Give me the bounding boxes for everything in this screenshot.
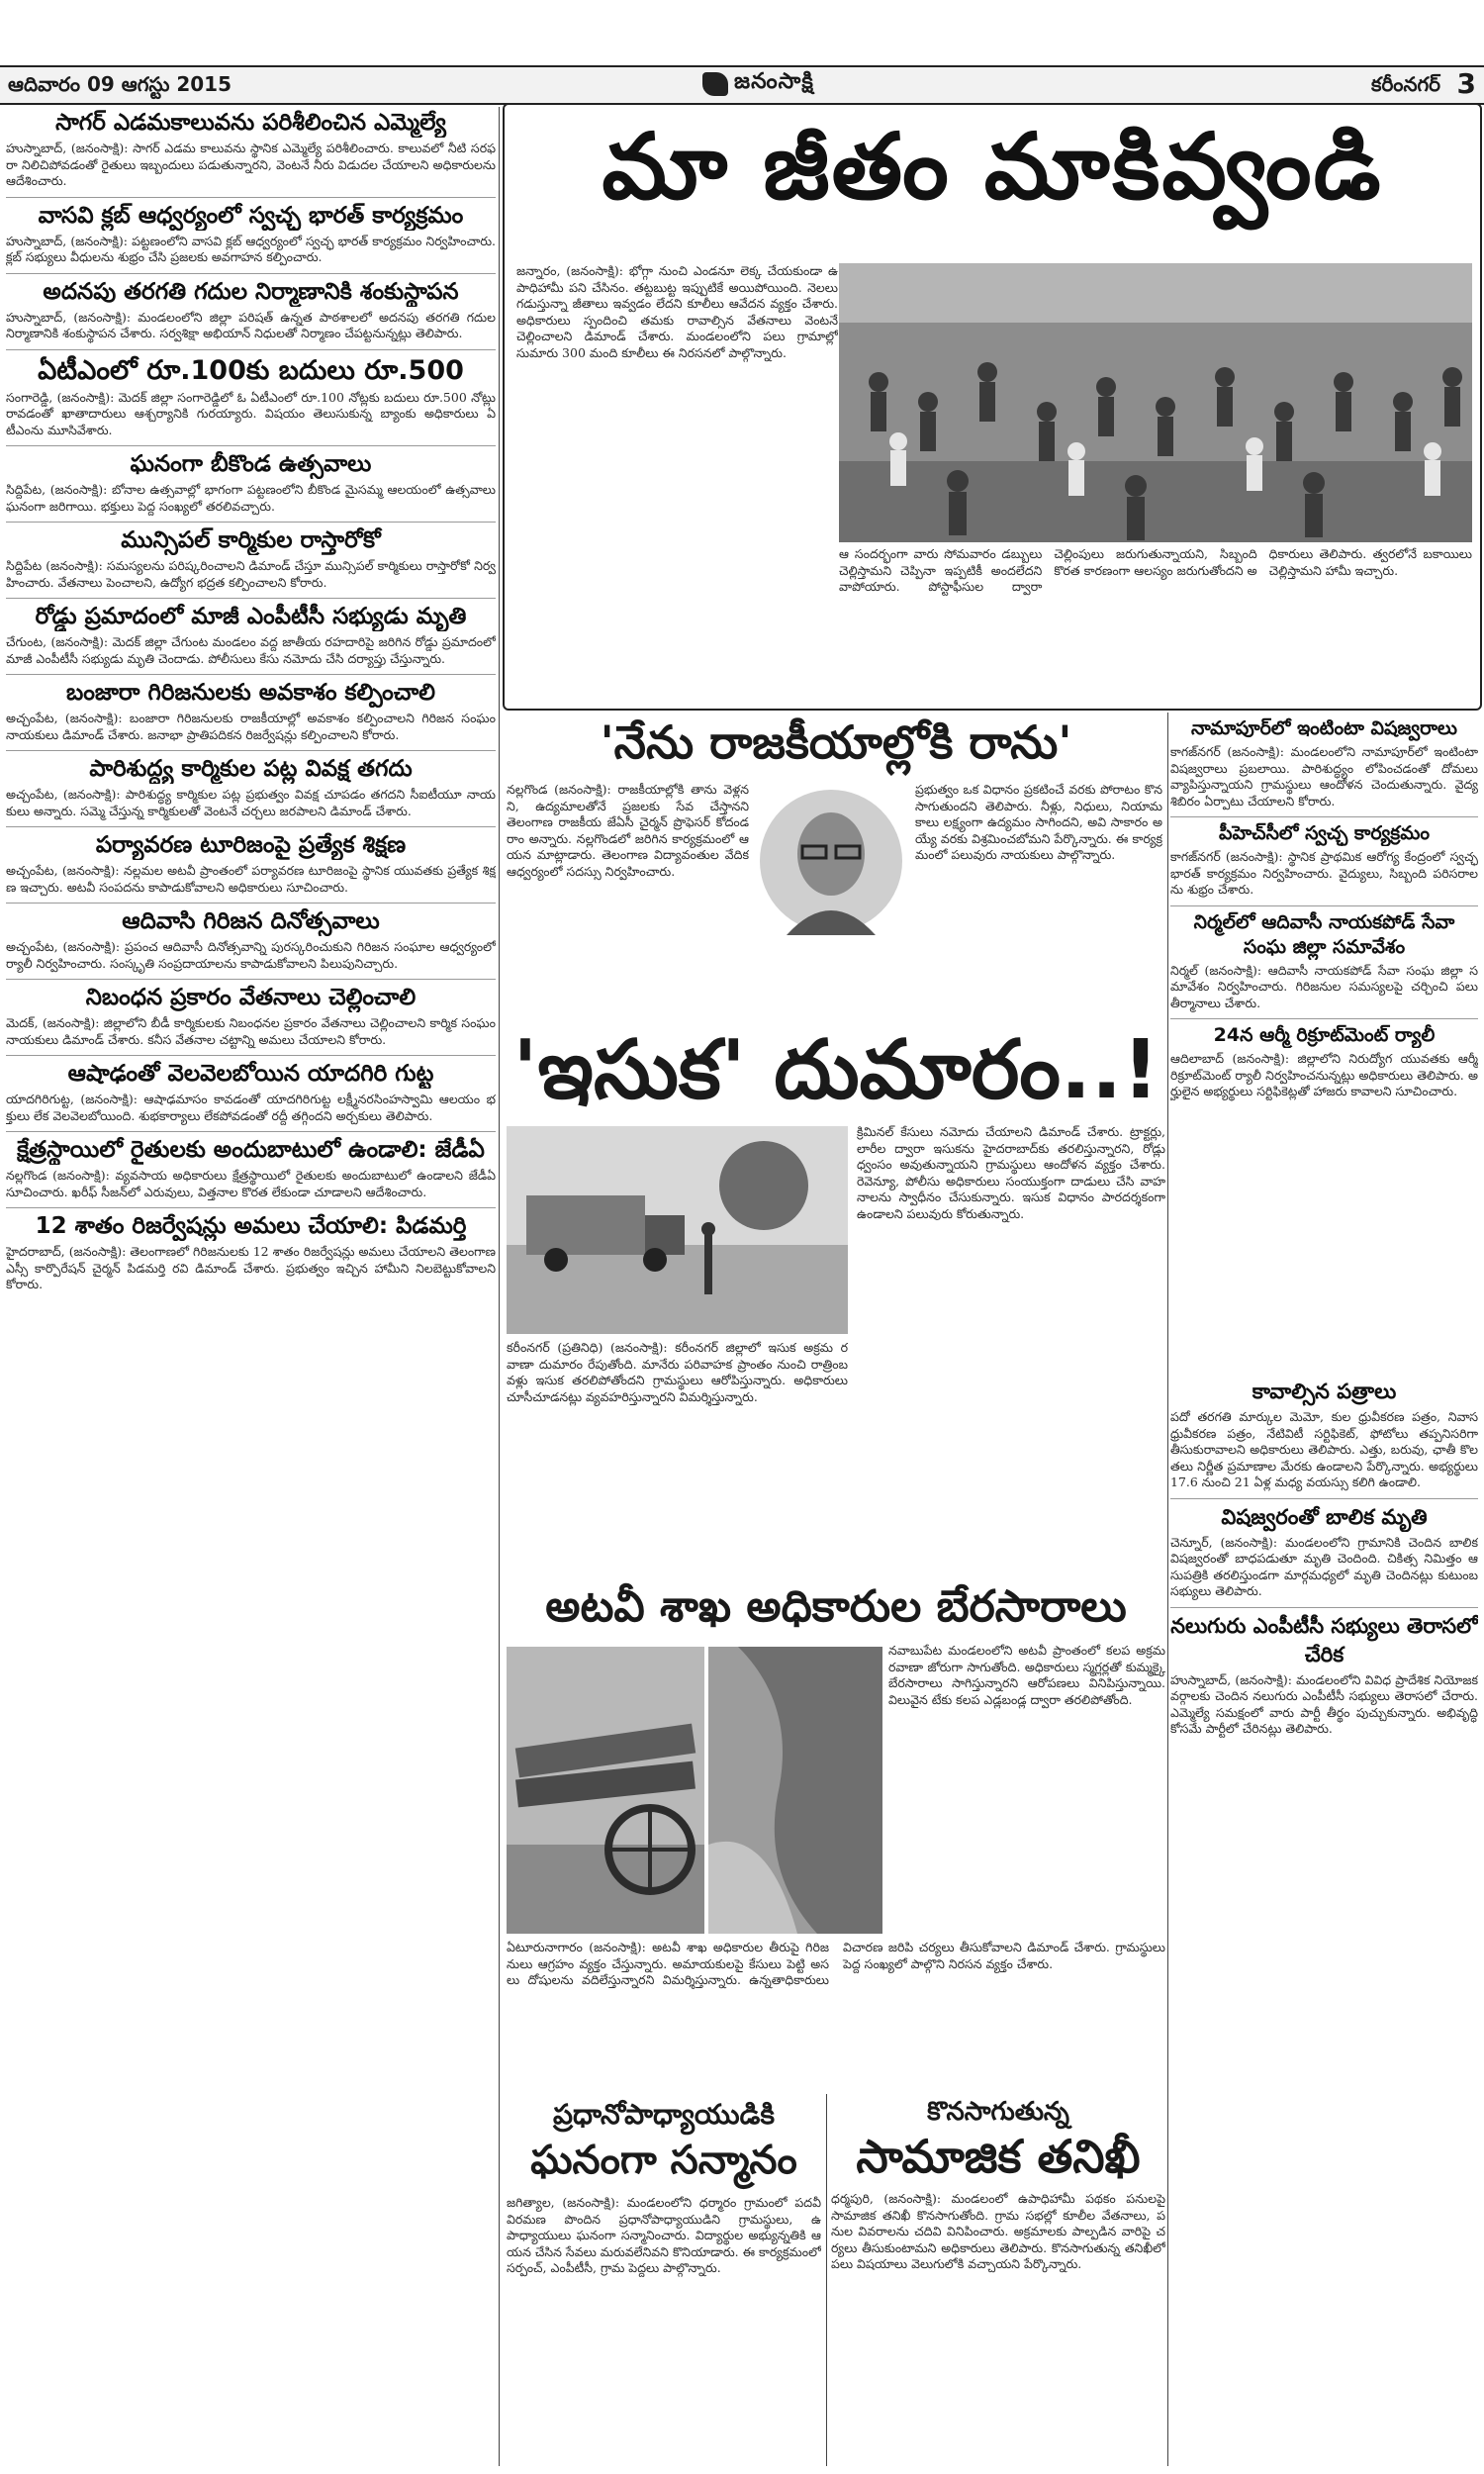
forest-headline: అటవీ శాఖ అధికారుల బేరసారాలు bbox=[545, 1581, 1127, 1632]
article-body: చెన్నూర్, (జనంసాక్షి): మండలంలోని గ్రామానికి చెందిన బాలిక విషజ్వరంతో బాధపడుతూ మృతి చెందింది. చికిత్స నిమిత్తం ఆసుపత్రికి తరలిస్తుండగా మార్గమధ్యలో మృతి చెందినట్లు కుటుంబసభ్యులు తెలిపారు. bbox=[1170, 1534, 1478, 1598]
article bbox=[6, 1060, 496, 1124]
divider bbox=[1170, 905, 1478, 906]
article-headline: మున్సిపల్ కార్మికుల రాస్తారోకో bbox=[121, 527, 381, 553]
divider bbox=[6, 197, 496, 198]
divider bbox=[6, 1207, 496, 1208]
article bbox=[6, 109, 496, 190]
article-headline: పారిశుద్ధ్య కార్మికుల పట్ల వివక్ష తగదు bbox=[89, 756, 413, 782]
article bbox=[6, 202, 496, 266]
right-column bbox=[1170, 1376, 1478, 2464]
sand-truck-photo-illustration bbox=[507, 1126, 848, 1334]
article-body: అచ్చంపేట, (జనంసాక్షి): పారిశుద్ధ్య కార్మికుల పట్ల ప్రభుత్వం వివక్ష చూపడం తగదని సీఐటీయూ నాయకులు అన్నారు. సమ్మె చేస్తున్న కార్మికులతో వెంటనే చర్చలు జరపాలని డిమాండ్ చేశారు. bbox=[6, 787, 496, 818]
sand-body-continued bbox=[857, 1124, 1165, 1570]
article-headline: నిబంధన ప్రకారం వేతనాలు చెల్లించాలి bbox=[85, 985, 417, 1010]
article-body: హుస్నాబాద్, (జనంసాక్షి): సాగర్ ఎడమ కాలువను స్థానిక ఎమ్మెల్యే పరిశీలించారు. కాలువలో నీటి సరఫరా నిలిచిపోవడంతో రైతులు ఇబ్బందులు పడుతున్నారని, వెంటనే నీరు విడుదల చేయాలని అధికారులను ఆదేశించారు. bbox=[6, 141, 496, 188]
article-headline: పీహెచ్‌సీలో స్వచ్ఛ కార్యక్రమం bbox=[1219, 822, 1430, 844]
divider bbox=[6, 1131, 496, 1132]
logo-icon bbox=[702, 72, 728, 96]
divider bbox=[6, 1055, 496, 1056]
article-headline: ఘనంగా బీకొండ ఉత్సవాలు bbox=[130, 451, 372, 477]
column-divider bbox=[499, 107, 500, 2466]
divider bbox=[6, 273, 496, 274]
teacher-headline-line1: ప్రధానోపాధ్యాయుడికి bbox=[553, 2098, 775, 2131]
article bbox=[1170, 1612, 1478, 1738]
audit-headline-line2: సామాజిక తనిఖీ bbox=[856, 2130, 1141, 2183]
divider bbox=[6, 750, 496, 751]
lead-body-text: ఆ సందర్భంగా వారు సోమవారం డబ్బులు చెల్లిస్తామని చెప్పినా ఇప్పటికీ అందలేదని వాపోయారు. పోస్టాఫీసుల ద్వారా చెల్లింపులు జరుగుతున్నాయని, సిబ్బంది కొరత కారణంగా ఆలస్యం జరుగుతోందని అధికారులు తెలిపారు. త్వరలోనే బకాయిలు చెల్లిస్తామని హామీ ఇచ్చారు. bbox=[839, 546, 1472, 594]
sand-body-text: కరీంనగర్ (ప్రతినిధి) (జనంసాక్షి): కరీంనగర్ జిల్లాలో ఇసుక అక్రమ రవాణా దుమారం రేపుతోంది. మానేరు పరివాహక ప్రాంతం నుంచి రాత్రింబవళ్లు ఇసుక తరలిపోతోందని గ్రామస్థులు ఆరోపిస్తున్నారు. అధికారులు చూసీచూడనట్లు వ్యవహరిస్తున్నారని విమర్శిస్తున్నారు. bbox=[507, 1340, 848, 1404]
article-headline: పర్యావరణ టూరిజంపై ప్రత్యేక శిక్షణ bbox=[95, 832, 407, 858]
divider bbox=[6, 598, 496, 599]
article-body: అచ్చంపేట, (జనంసాక్షి): బంజారా గిరిజనులకు రాజకీయాల్లో అవకాశం కల్పించాలని గిరిజన సంఘం నాయకులు డిమాండ్ చేశారు. జనాభా ప్రాతిపదికన రిజర్వేషన్లు కల్పించాలని కోరారు. bbox=[6, 711, 496, 742]
sand-body bbox=[507, 1340, 848, 1568]
forest-photo-cart bbox=[507, 1647, 704, 1934]
politician-portrait bbox=[757, 787, 905, 935]
audit-body-text: ధర్మపురి, (జనంసాక్షి): మండలంలో ఉపాధిహామీ పథకం పనులపై సామాజిక తనిఖీ కొనసాగుతోంది. గ్రామ సభల్లో కూలీల వేతనాలు, పనుల వివరాలను చదివి వినిపించారు. అక్రమాలకు పాల్పడిన వారిపై చర్యలు తీసుకుంటామని అధికారులు తెలిపారు. కొనసాగుతున్న తనిఖీలో పలు విషయాలు వెలుగులోకి వచ్చాయని పేర్కొన్నారు. bbox=[831, 2191, 1165, 2271]
article bbox=[6, 831, 496, 896]
lead-story bbox=[503, 103, 1482, 711]
divider bbox=[1170, 1498, 1478, 1499]
politics-body-continued bbox=[915, 782, 1162, 1019]
article-body: అచ్చంపేట, (జనంసాక్షి): నల్లమల అటవీ ప్రాంతంలో పర్యావరణ టూరిజంపై స్థానిక యువతకు ప్రత్యేక శిక్షణ ఇచ్చారు. అటవీ సంపదను కాపాడుకోవాలని అధికారులు సూచించారు. bbox=[6, 863, 496, 895]
portrait-illustration bbox=[757, 787, 905, 935]
article-headline: ఏటీఎంలో రూ.100కు బదులు రూ.500 bbox=[38, 354, 464, 386]
article-body: సంగారెడ్డి, (జనంసాక్షి): మెదక్ జిల్లా సంగారెడ్డిలో ఓ ఏటీఎంలో రూ.100 నోట్లకు బదులు రూ.500 నోట్లు రావడంతో ఖాతాదారులు ఆశ్చర్యానికి గురయ్యారు. విషయం తెలుసుకున్న బ్యాంకు అధికారులు ఏటీఎంను మూసివేశారు. bbox=[6, 389, 496, 437]
article bbox=[6, 278, 496, 342]
article-body: హుస్నాబాద్, (జనంసాక్షి): పట్టణంలోని వాసవి క్లబ్ ఆధ్వర్యంలో స్వచ్ఛ భారత్ కార్యక్రమం నిర్వహించారు. క్లబ్ సభ్యులు వీధులను శుభ్రం చేసి ప్రజలకు అవగాహన కల్పించారు. bbox=[6, 233, 496, 264]
article bbox=[1170, 716, 1478, 809]
article-headline: ఆదివాసి గిరిజన దినోత్సవాలు bbox=[122, 908, 380, 934]
article bbox=[1170, 1503, 1478, 1600]
article-headline: విషజ్వరంతో బాలిక మృతి bbox=[1221, 1504, 1428, 1529]
crowd-photo-illustration bbox=[839, 263, 1472, 542]
politics-body bbox=[507, 782, 749, 1019]
audit-body bbox=[831, 2191, 1165, 2462]
article-body: సిద్దిపేట, (జనంసాక్షి): బోనాల ఉత్సవాల్లో భాగంగా పట్టణంలోని బీకొండ మైసమ్మ ఆలయంలో ఉత్సవాలు ఘనంగా జరిగాయి. భక్తులు పెద్ద సంఖ్యలో తరలివచ్చారు. bbox=[6, 482, 496, 514]
forest-body-text: నవాబుపేట మండలంలోని అటవీ ప్రాంతంలో కలప అక్రమ రవాణా జోరుగా సాగుతోంది. అధికారులు స్మగ్లర్లతో కుమ్మక్కై బేరసారాలు సాగిస్తున్నారని ఆరోపణలు వినిపిస్తున్నాయి. విలువైన టేకు కలప ఎడ్లబండ్ల ద్వారా తరలిపోతోంది. bbox=[888, 1643, 1165, 1707]
article bbox=[6, 526, 496, 591]
article-headline: రోడ్డు ప్రమాదంలో మాజీ ఎంపీటీసీ సభ్యుడు మృతి bbox=[35, 604, 467, 629]
politics-body-text: ప్రభుత్వం ఒక విధానం ప్రకటించే వరకు పోరాటం కొనసాగుతుందని తెలిపారు. నీళ్లు, నిధులు, నియామకాలు లక్ష్యంగా ఉద్యమం సాగిందని, అవి సాకారం అయ్యే వరకు విశ్రమించబోమని పేర్కొన్నారు. ఈ కార్యక్రమంలో పలువురు నాయకులు పాల్గొన్నారు. bbox=[915, 782, 1162, 862]
article-headline: నామాపూర్‌లో ఇంటింటా విషజ్వరాలు bbox=[1191, 717, 1457, 739]
politics-body-text: నల్లగొండ (జనంసాక్షి): రాజకీయాల్లోకి తాను వెళ్లనని, ఉద్యమాలతోనే ప్రజలకు సేవ చేస్తానని తెలంగాణ రాజకీయ జేఏసీ చైర్మన్ ప్రొఫెసర్ కోదండరాం అన్నారు. నల్లగొండలో జరిగిన కార్యక్రమంలో ఆయన మాట్లాడారు. తెలంగాణ విద్యావంతుల వేదిక ఆధ్వర్యంలో సదస్సు నిర్వహించారు. bbox=[507, 782, 749, 879]
forest-photo-closeup bbox=[708, 1647, 882, 1934]
forest-body-text: ఏటూరునాగారం (జనంసాక్షి): అటవీ శాఖ అధికారుల తీరుపై గిరిజనులు ఆగ్రహం వ్యక్తం చేస్తున్నారు. అమాయకులపై కేసులు పెట్టి అసలు దోషులను వదిలేస్తున్నారని విమర్శిస్తున్నారు. ఉన్నతాధికారులు విచారణ జరిపి చర్యలు తీసుకోవాలని డిమాండ్ చేశారు. గ్రామస్థులు పెద్ద సంఖ్యలో పాల్గొని నిరసన వ్యక్తం చేశారు. bbox=[507, 1940, 1165, 1987]
masthead bbox=[0, 65, 1484, 105]
lead-photo-workers bbox=[839, 263, 1472, 542]
politics-headline: 'నేను రాజకీయాల్లోకి రాను' bbox=[600, 715, 1072, 769]
article-headline: నిర్మల్‌లో ఆదివాసీ నాయకపోడ్ సేవా సంఘ జిల్లా సమావేశం bbox=[1193, 910, 1455, 958]
cart-photo-illustration bbox=[507, 1647, 704, 1934]
forest-body bbox=[888, 1643, 1165, 1940]
article-body: హుస్నాబాద్, (జనంసాక్షి): మండలంలోని జిల్లా పరిషత్ ఉన్నత పాఠశాలలో అదనపు తరగతి గదుల నిర్మాణానికి శంకుస్థాపన చేశారు. సర్వశిక్షా అభియాన్ నిధులతో నిర్మాణం చేపట్టనున్నట్లు తెలిపారు. bbox=[6, 309, 496, 340]
article bbox=[6, 354, 496, 439]
sand-photo bbox=[507, 1126, 848, 1334]
article-headline: 12 శాతం రిజర్వేషన్లు అమలు చేయాలి: పిడమర్తి bbox=[35, 1213, 467, 1239]
article-body: కాగజ్‌నగర్ (జనంసాక్షి): స్థానిక ప్రాథమిక ఆరోగ్య కేంద్రంలో స్వచ్ఛ భారత్ కార్యక్రమం నిర్వహించారు. వైద్యులు, సిబ్బంది పరిసరాలను శుభ్రం చేశారు. bbox=[1170, 849, 1478, 897]
article-headline: అదనపు తరగతి గదుల నిర్మాణానికి శంకుస్థాపన bbox=[43, 278, 459, 305]
article-body: హైదరాబాద్, (జనంసాక్షి): తెలంగాణలో గిరిజనులకు 12 శాతం రిజర్వేషన్లు అమలు చేయాలని తెలంగాణ ఎస్సీ కార్పొరేషన్ చైర్మన్ పిడమర్తి రవి డిమాండ్ చేశారు. ప్రభుత్వం ఇచ్చిన హామీని నిలబెట్టుకోవాలని కోరారు. bbox=[6, 1244, 496, 1291]
article bbox=[6, 1212, 496, 1293]
article bbox=[6, 679, 496, 743]
audit-headline-line1: కొనసాగుతున్న bbox=[927, 2097, 1069, 2127]
article bbox=[1170, 821, 1478, 899]
teacher-headline-line2: ఘనంగా సన్మానం bbox=[530, 2138, 797, 2183]
teacher-body-text: జగిత్యాల, (జనంసాక్షి): మండలంలోని ధర్మారం గ్రామంలో పదవీ విరమణ పొందిన ప్రధానోపాధ్యాయుడిని గ్రామస్థులు, ఉపాధ్యాయులు ఘనంగా సన్మానించారు. విద్యార్థుల అభ్యున్నతికి ఆయన చేసిన సేవలు మరువలేనివని కొనియాడారు. ఈ కార్యక్రమంలో సర్పంచ్, ఎంపీటీసీ, గ్రామ పెద్దలు పాల్గొన్నారు. bbox=[507, 2195, 821, 2275]
article-body: హుస్నాబాద్, (జనంసాక్షి): మండలంలోని వివిధ ప్రాదేశిక నియోజకవర్గాలకు చెందిన నలుగురు ఎంపీటీసీ సభ్యులు తెరాసలో చేరారు. ఎమ్మెల్యే సమక్షంలో వారు పార్టీ తీర్థం పుచ్చుకున్నారు. అభివృద్ధి కోసమే పార్టీలో చేరినట్లు తెలిపారు. bbox=[1170, 1671, 1478, 1736]
article bbox=[6, 755, 496, 819]
lead-body bbox=[516, 263, 838, 699]
article bbox=[6, 603, 496, 667]
article-body: అచ్చంపేట, (జనంసాక్షి): ప్రపంచ ఆదివాసీ దినోత్సవాన్ని పురస్కరించుకుని గిరిజన సంఘాల ఆధ్వర్యంలో ర్యాలీ నిర్వహించారు. సంస్కృతి సంప్రదాయాలను కాపాడుకోవాలని పిలుపునిచ్చారు. bbox=[6, 939, 496, 971]
divider bbox=[6, 522, 496, 523]
article bbox=[1170, 910, 1478, 1012]
article-headline: సాగర్ ఎడమకాలువను పరిశీలించిన ఎమ్మెల్యే bbox=[55, 110, 446, 136]
divider bbox=[6, 826, 496, 827]
divider bbox=[6, 445, 496, 446]
article-body: పదో తరగతి మార్కుల మెమో, కుల ధ్రువీకరణ పత్రం, నివాస ధ్రువీకరణ పత్రం, నేటివిటీ సర్టిఫికెట్, ఫోటోలు తప్పనిసరిగా తీసుకురావాలని అధికారులు తెలిపారు. ఎత్తు, బరువు, ఛాతీ కొలతలు నిర్ణీత ప్రమాణాల మేరకు ఉండాలని పేర్కొన్నారు. అభ్యర్థులు 17.6 నుంచి 21 ఏళ్ల మధ్య వయస్సు కలిగి ఉండాలి. bbox=[1170, 1409, 1478, 1489]
left-column bbox=[6, 107, 496, 2466]
article bbox=[6, 1136, 496, 1200]
divider bbox=[1170, 1607, 1478, 1608]
right-column-top bbox=[1170, 714, 1478, 1373]
article-headline: క్షేత్రస్థాయిలో రైతులకు అందుబాటులో ఉండాలి: జేడీఏ bbox=[17, 1137, 485, 1163]
article-body: ఆదిలాబాద్ (జనంసాక్షి): జిల్లాలోని నిరుద్యోగ యువతకు ఆర్మీ రిక్రూట్‌మెంట్ ర్యాలీ నిర్వహించనున్నట్లు అధికారులు తెలిపారు. అర్హులైన అభ్యర్థులు సర్టిఫికెట్లతో హాజరు కావాలని సూచించారు. bbox=[1170, 1051, 1478, 1098]
article-body: నిర్మల్ (జనంసాక్షి): ఆదివాసీ నాయకపోడ్ సేవా సంఘ జిల్లా సమావేశం నిర్వహించారు. గిరిజనుల సమస్యలపై చర్చించి పలు తీర్మానాలు చేశారు. bbox=[1170, 962, 1478, 1010]
article-body: నల్లగొండ (జనంసాక్షి): వ్యవసాయ అధికారులు క్షేత్రస్థాయిలో రైతులకు అందుబాటులో ఉండాలని జేడీఏ సూచించారు. ఖరీఫ్ సీజన్‌లో ఎరువులు, విత్తనాల కొరత లేకుండా చూడాలని ఆదేశించారు. bbox=[6, 1168, 496, 1199]
article-headline: కావాల్సిన పత్రాలు bbox=[1252, 1380, 1397, 1403]
article bbox=[6, 907, 496, 972]
article-headline: బంజారా గిరిజనులకు అవకాశం కల్పించాలి bbox=[65, 680, 436, 706]
article bbox=[6, 984, 496, 1048]
article-body: సిద్దిపేట (జనంసాక్షి): సమస్యలను పరిష్కరించాలని డిమాండ్ చేస్తూ మున్సిపల్ కార్మికులు రాస్తారోకో నిర్వహించారు. వేతనాలు పెంచాలని, ఉద్యోగ భద్రత కల్పించాలని కోరారు. bbox=[6, 558, 496, 590]
article-body: కాగజ్‌నగర్ (జనంసాక్షి): మండలంలోని నామాపూర్‌లో ఇంటింటా విషజ్వరాలు ప్రబలాయి. పారిశుద్ధ్యం లోపించడంతో దోమలు వ్యాపిస్తున్నాయని గ్రామస్థులు ఆందోళన చెందుతున్నారు. వైద్య శిబిరం ఏర్పాటు చేయాలని కోరారు. bbox=[1170, 744, 1478, 809]
article-body: యాదగిరిగుట్ట, (జనంసాక్షి): ఆషాఢమాసం కావడంతో యాదగిరిగుట్ట లక్ష్మీనరసింహస్వామి ఆలయం భక్తులు లేక వెలవెలబోయింది. శుభకార్యాలు లేకపోవడంతో రద్దీ తగ్గిందని అర్చకులు తెలిపారు. bbox=[6, 1092, 496, 1123]
article-body: మెదక్, (జనంసాక్షి): జిల్లాలోని బీడీ కార్మికులకు నిబంధనల ప్రకారం వేతనాలు చెల్లించాలని కార్మిక సంఘం నాయకులు డిమాండ్ చేశారు. కనీస వేతనాల చట్టాన్ని అమలు చేయాలని కోరారు. bbox=[6, 1015, 496, 1047]
article-headline: నలుగురు ఎంపీటీసీ సభ్యులు తెరాసలో చేరిక bbox=[1170, 1613, 1478, 1666]
edition-city: కరీంనగర్ bbox=[1371, 72, 1440, 96]
sand-body-text: క్రిమినల్ కేసులు నమోదు చేయాలని డిమాండ్ చేశారు. ట్రాక్టర్లు, లారీల ద్వారా ఇసుకను హైదరాబాద్‌కు తరలిస్తున్నారని, రోడ్లు ధ్వంసం అవుతున్నాయని గ్రామస్థులు ఆందోళన వ్యక్తం చేశారు. రెవెన్యూ, పోలీసు అధికారులు సంయుక్తంగా దాడులు చేసి వాహనాలను స్వాధీనం చేసుకున్నారు. ఇసుక విధానం పారదర్శకంగా ఉండాలని పలువురు కోరుతున్నారు. bbox=[857, 1124, 1165, 1221]
lead-body-continued bbox=[839, 546, 1472, 701]
lead-body-text: జన్నారం, (జనంసాక్షి): భోగ్గా నుంచి ఎండనూ లెక్క చేయకుండా ఉపాధిహామీ పని చేసినం. తట్టబుట్ట ఇప్పుటికే అయిపోయింది. నెలలు గడుస్తున్నా జీతాలు ఇవ్వడం లేదని కూలీలు ఆవేదన వ్యక్తం చేశారు. అధికారులు స్పందించి తమకు రావాల్సిన వేతనాలు వెంటనే చెల్లించాలని డిమాండ్ చేశారు. మండలంలోని పలు గ్రామాల్లో సుమారు 300 మంది కూలీలు ఈ నిరసనలో పాల్గొన్నారు. bbox=[516, 263, 838, 360]
divider bbox=[1170, 1018, 1478, 1019]
article-headline: వాసవి క్లబ్ ఆధ్వర్యంలో స్వచ్ఛ భారత్ కార్యక్రమం bbox=[38, 202, 464, 229]
divider bbox=[6, 349, 496, 350]
newspaper-logo bbox=[702, 67, 814, 101]
lead-headline: మా జీతం మాకివ్వండి bbox=[602, 114, 1383, 220]
divider bbox=[6, 903, 496, 904]
sand-headline: 'ఇసుక' దుమారం..! bbox=[512, 1023, 1159, 1117]
article bbox=[6, 450, 496, 515]
issue-date: ఆదివారం 09 ఆగస్టు 2015 bbox=[8, 72, 232, 96]
column-divider bbox=[826, 2094, 827, 2466]
divider bbox=[6, 674, 496, 675]
logo-text: జనంసాక్షి bbox=[734, 69, 814, 94]
page-number: 3 bbox=[1456, 67, 1476, 100]
article-headline: 24న ఆర్మీ రిక్రూట్‌మెంట్ ర్యాలీ bbox=[1213, 1024, 1436, 1046]
article bbox=[1170, 1378, 1478, 1491]
column-divider bbox=[1167, 713, 1168, 2466]
divider bbox=[6, 979, 496, 980]
article-headline: ఆషాఢంతో వెలవెలబోయిన యాదగిరి గుట్ట bbox=[67, 1061, 434, 1087]
article-body: చేగుంట, (జనంసాక్షి): మెదక్ జిల్లా చేగుంట మండలం వద్ద జాతీయ రహదారిపై జరిగిన రోడ్డు ప్రమాదంలో మాజీ ఎంపీటీసీ సభ్యుడు మృతి చెందాడు. పోలీసులు కేసు నమోదు చేసి దర్యాప్తు చేస్తున్నారు. bbox=[6, 634, 496, 666]
article bbox=[1170, 1023, 1478, 1100]
forest-body-continued bbox=[507, 1940, 1165, 2078]
closeup-photo-illustration bbox=[708, 1647, 882, 1934]
divider bbox=[1170, 816, 1478, 817]
teacher-body bbox=[507, 2195, 821, 2462]
